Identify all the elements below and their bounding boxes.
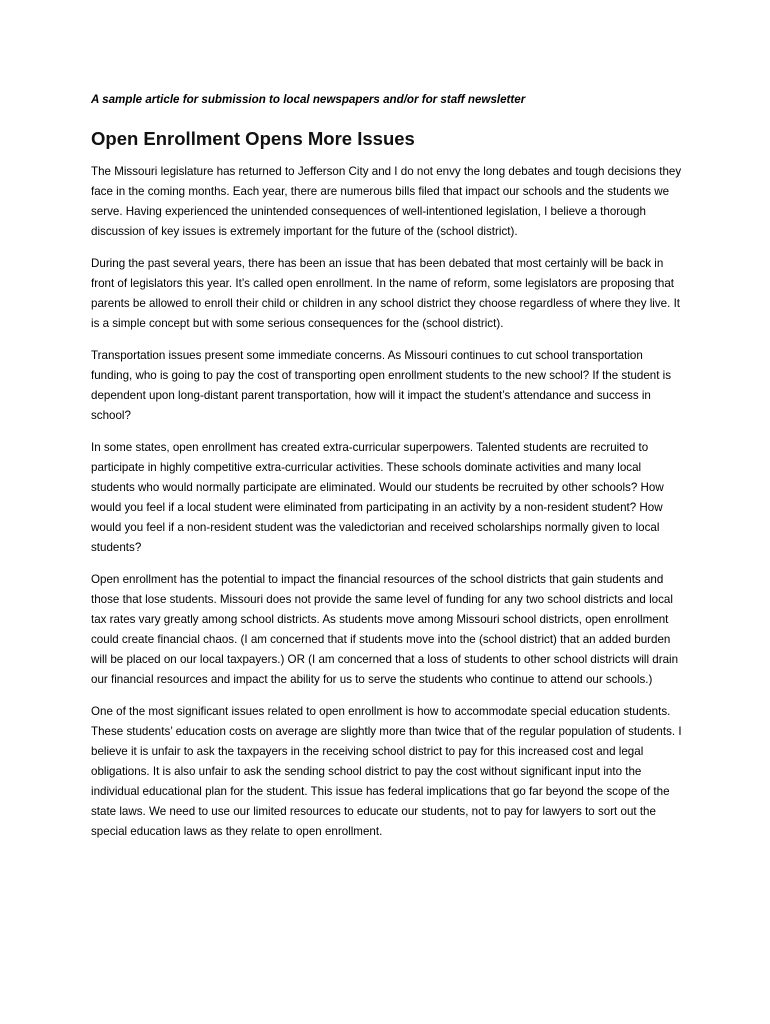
paragraph-open-enrollment: During the past several years, there has been an issue that has been debated that most certainly will be back in front of legislators this year. It’s called open enrollment. In the name of reform, some legislators are proposing that parents be allowed to enroll their child or children in any school district they choose regardless of where they live. It is a simple concept but with some serious consequences for the (school district). — [91, 257, 681, 330]
paragraph-extracurricular: In some states, open enrollment has created extra-curricular superpowers. Talented students are recruited to participate in highly competitive extra-curricular activities. These schools dominate activities and many local students who would normally participate are eliminated. Would our students be recruited by other schools? How would you feel if a local student were eliminated from participating in an activity by a non-resident student? How would you feel if a non-resident student was the valedictorian and received scholarships normally given to local students? — [91, 441, 664, 554]
document-page — [91, 92, 683, 854]
paragraph-financial: Open enrollment has the potential to impact the financial resources of the school districts that gain students and those that lose students. Missouri does not provide the same level of funding for any two school districts and local tax rates vary greatly among school districts. As students move among Missouri school districts, open enrollment could create financial chaos. (I am concerned that if students move into the (school district) that an added burden will be placed on our local taxpayers.) OR (I am concerned that a loss of students to other school districts will drain our financial resources and impact the ability for us to serve the students who continue to attend our schools.) — [91, 573, 679, 686]
paragraph-transportation: Transportation issues present some immediate concerns. As Missouri continues to cut school transportation funding, who is going to pay the cost of transporting open enrollment students to the new school? If the student is dependent upon long-distant parent transportation, how will it impact the student’s attendance and success in school? — [91, 349, 672, 422]
paragraph-intro: The Missouri legislature has returned to Jefferson City and I do not envy the long debates and tough decisions they face in the coming months. Each year, there are numerous bills filed that impact our schools and the students we serve. Having experienced the unintended consequences of well-intentioned legislation, I believe a thorough discussion of key issues is extremely important for the future of the (school district). — [91, 165, 682, 238]
paragraph-special-education: One of the most significant issues related to open enrollment is how to accommodate special education students. These students’ education costs on average are slightly more than twice that of the regular population of students. I believe it is unfair to ask the taxpayers in the receiving school district to pay for this increased cost and legal obligations. It is also unfair to ask the sending school district to pay the cost without significant input into the individual educational plan for the student. This issue has federal implications that go far beyond the scope of the state laws. We need to use our limited resources to educate our students, not to pay for lawyers to sort out the special education laws as they relate to open enrollment. — [91, 705, 682, 838]
document-title: Open Enrollment Opens More Issues — [91, 128, 415, 149]
document-subtitle: A sample article for submission to local newspapers and/or for staff newsletter — [91, 93, 526, 106]
